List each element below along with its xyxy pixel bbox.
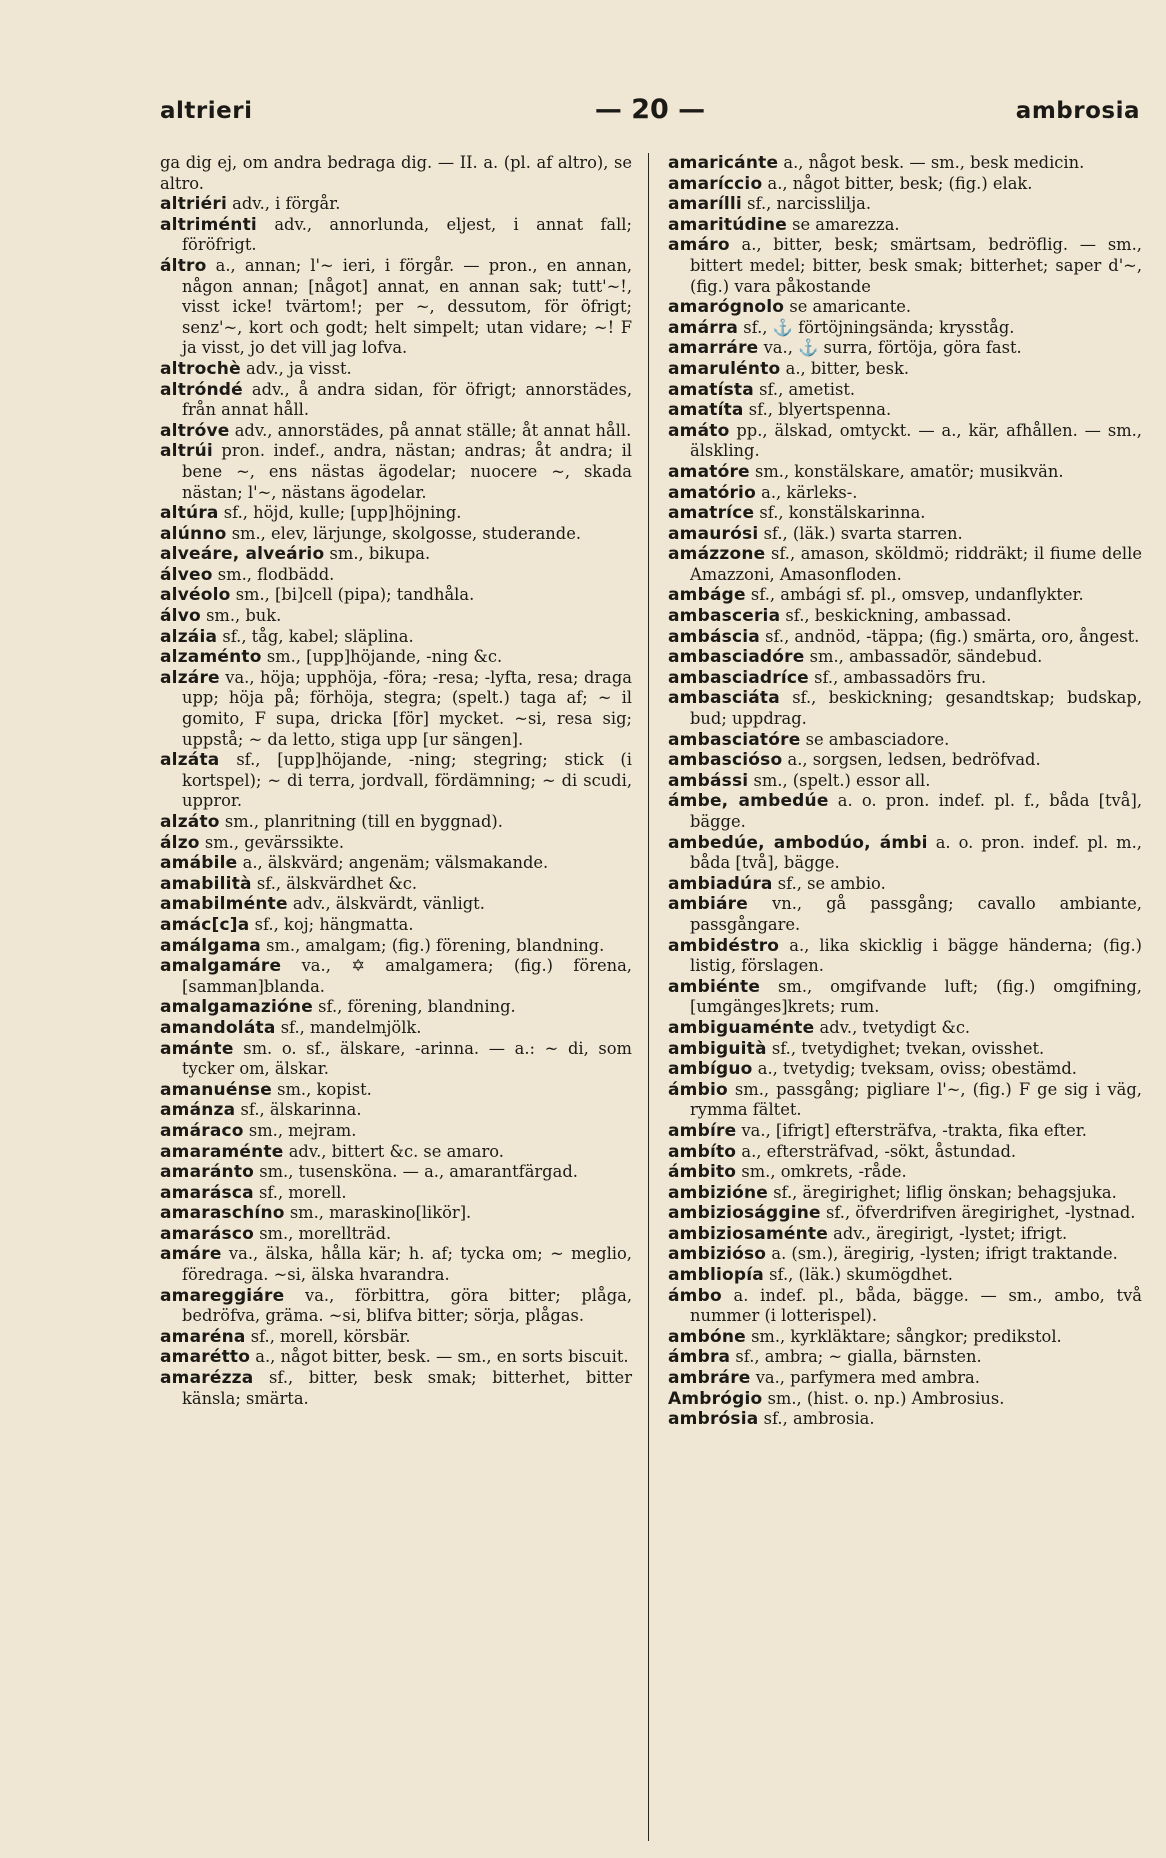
entry-headword: ambíto [668,1141,737,1162]
dictionary-entry [668,894,1142,935]
entry-headword: ambráre [668,1368,751,1389]
entry-headword: amálgama [160,935,261,956]
entry-definition: sf., morell, körsbär. [250,1326,411,1346]
entry-definition: sm., amalgam; (fig.) förening, blandning. [266,935,605,955]
dictionary-entry [160,936,632,957]
entry-headword: amarógnolo [668,297,785,318]
entry-definition: se amarezza. [792,214,900,234]
dictionary-entry [160,606,632,627]
entry-definition: sm., morellträd. [259,1223,392,1243]
dictionary-entry [668,791,1142,832]
entry-headword: amaránto [160,1162,255,1183]
entry-definition: pron. indef., andra, nästan; andras; åt andra; il bene ~, ens nästas ägodelar; nuocere ~, skada nästan; l'~, nästans ägodelar. [182,441,632,502]
dictionary-entry [668,318,1142,339]
entry-definition: sf., amason, sköldmö; riddräkt; il fiume delle Amazzoni, Amasonfloden. [690,544,1142,584]
entry-definition: sf., ametist. [759,379,856,399]
dictionary-entry [668,977,1142,1018]
entry-definition: sm., ambassadör, sändebud. [809,647,1043,667]
dictionary-entry [668,874,1142,895]
entry-headword: amábile [160,853,238,874]
entry-headword: alzáto [160,812,220,832]
entry-definition: sm., elev, lärjunge, skolgosse, studerande. [231,523,582,543]
entry-headword: alzaménto [160,647,262,668]
entry-definition: sf., äregirighet; liflig önskan; behagsjuka. [773,1182,1117,1202]
dictionary-entry [668,400,1142,421]
entry-headword: amatório [668,482,756,503]
entry-definition: sm., (hist. o. np.) Ambrosius. [767,1388,1005,1408]
dictionary-entry [668,297,1142,318]
entry-definition: sf., blyertspenna. [748,400,892,420]
entry-headword: amaríccio [668,173,763,194]
dictionary-entry [668,544,1142,585]
entry-definition: a., kärleks-. [761,482,858,502]
dictionary-entry [668,1224,1142,1245]
entry-definition: va., förbittra, göra bitter; plåga, bedröfva, gräma. ~si, blifva bitter; sörja, plågas. [182,1285,633,1326]
entry-headword: ambiziosaménte [668,1223,828,1244]
entry-headword: altrochè [160,358,241,379]
dictionary-entry [160,1080,632,1101]
dictionary-entry [160,853,632,874]
entry-headword: altróndé [160,379,243,400]
header-first-word: altrieri [160,98,253,124]
entry-definition: sf., beskickning, ambassad. [785,606,1012,626]
entry-definition: a., annan; l'~ ieri, i förgår. — pron., en annan, någon annan; [något] annat, en annan sak; tutt'~!, visst icke! tvärtom!; per ~, dessutom, för öfrigt; senz'~, kort och godt; helt simpelt; utan vidare; ~! F ja visst, jo det vill jag lofva. [182,255,632,358]
entry-headword: ámbito [668,1162,737,1183]
dictionary-entry [160,585,632,606]
entry-headword: amarráre [668,338,759,359]
entry-headword: ámbra [668,1347,731,1368]
dictionary-entry [668,359,1142,380]
entry-headword: ambiguità [668,1038,767,1059]
entry-definition: a. o. pron. indef. pl. m., båda [två], bägge. [690,832,1142,873]
entry-definition: sf., koj; hängmatta. [254,914,414,934]
dictionary-entry [668,647,1142,668]
entry-definition: sf., narcisslilja. [747,194,872,214]
entry-headword: amaraschíno [160,1203,285,1224]
dictionary-entry [668,688,1142,729]
dictionary-entry [668,1142,1142,1163]
dictionary-entry [160,1286,632,1327]
dictionary-entry [160,503,632,524]
dictionary-entry [668,730,1142,751]
entry-headword: amárra [668,317,739,338]
entry-headword: amáro [668,235,730,256]
dictionary-entry [160,421,632,442]
entry-headword: álvo [160,606,201,627]
entry-headword: amabilménte [160,894,288,915]
entry-headword: amaréna [160,1326,246,1347]
entry-headword: amalgamazióne [160,997,313,1018]
entry-headword: ambliopía [668,1265,764,1286]
dictionary-entry [160,1100,632,1121]
dictionary-entry [160,956,632,997]
entry-definition: vn., gå passgång; cavallo ambiante, passgångare. [690,894,1142,934]
entry-definition: sm., omgifvande luft; (fig.) omgifning, [umgänges]krets; rum. [690,976,1142,1017]
dictionary-entry [668,153,1142,174]
entry-headword: álveo [160,564,213,585]
entry-definition: sf., (läk.) skumögdhet. [769,1265,953,1285]
entry-headword: amanuénse [160,1079,272,1100]
entry-headword: ambíguo [668,1059,753,1080]
entry-definition: adv., annorstädes, på annat ställe; åt annat håll. [234,420,632,440]
entry-definition: sf., konstälskarinna. [759,503,926,523]
entry-headword: amarétto [160,1347,251,1368]
dictionary-entry [668,1327,1142,1348]
entry-headword: amázzone [668,544,766,565]
dictionary-entry [160,1244,632,1285]
entry-definition: a. o. pron. indef. pl. f., båda [två], bägge. [690,791,1142,831]
entry-headword: altrúi [160,441,213,462]
dictionary-entry [160,812,632,833]
dictionary-entry [160,1224,632,1245]
entry-headword: amandoláta [160,1017,276,1038]
entry-definition: sm., flodbädd. [217,564,335,584]
dictionary-entry [668,524,1142,545]
entry-headword: ambrósia [668,1409,759,1430]
dictionary-entry [160,524,632,545]
entry-headword: ambíre [668,1120,737,1141]
entry-headword: alzáia [160,626,218,647]
entry-definition: sf., (läk.) svarta starren. [763,523,963,543]
entry-headword: amarásca [160,1182,254,1203]
dictionary-entry [668,483,1142,504]
entry-definition: a., lika skicklig i bägge händerna; (fig.) listig, förslagen. [690,935,1142,976]
entry-headword: ambasceria [668,606,781,627]
dictionary-entry [160,668,632,750]
entry-definition: a., eftersträfvad, -sökt, åstundad. [741,1141,1017,1161]
entry-headword: álzo [160,832,200,853]
entry-definition: a., älskvärd; angenäm; välsmakande. [242,853,549,873]
entry-definition: a., tvetydig; tveksam, oviss; obestämd. [757,1059,1077,1079]
entry-definition: sf., tvetydighet; tvekan, ovisshet. [771,1038,1045,1058]
entry-definition: sf., ambassadörs fru. [814,667,987,687]
page-header [160,94,1140,128]
entry-headword: alveáre, alveário [160,544,325,565]
dictionary-entry [668,338,1142,359]
entry-definition: sm., kopist. [277,1079,372,1099]
entry-headword: ambasciáta [668,688,780,709]
entry-definition: sf., ambági sf. pl., omsvep, undanflykter. [750,585,1084,605]
entry-headword: amaritúdine [668,214,787,235]
entry-definition: sf., ambrosia. [763,1409,875,1429]
dictionary-entry [160,1183,632,1204]
entry-headword: amánte [160,1038,234,1059]
dictionary-entry [160,833,632,854]
dictionary-entry [160,1018,632,1039]
entry-definition: sf., höjd, kulle; [upp]höjning. [223,503,462,523]
header-last-word: ambrosia [1015,98,1140,124]
entry-definition: a. (sm.), äregirig, -lysten; ifrigt traktande. [771,1244,1118,1264]
entry-headword: ambizióne [668,1182,769,1203]
entry-headword: alzáta [160,750,220,771]
entry-headword: ambáge [668,585,746,606]
entry-headword: ámbe, ambedúe [668,791,829,812]
entry-headword: ambedúe, ambodúo, ámbi [668,832,928,853]
dictionary-entry [668,833,1142,874]
dictionary-entry [160,1327,632,1348]
right-column [668,153,1142,1430]
entry-definition: va., ✡ amalgamera; (fig.) förena, [samman]blanda. [182,956,632,996]
entry-definition: sf., [upp]höjande, -ning; stegring; stick (i kortspel); ~ di terra, jordvall, fördämning; ~ di scudi, uppror. [182,750,632,811]
entry-definition: adv., äregirigt, -lystet; ifrigt. [833,1223,1068,1243]
entry-headword: amarulénto [668,358,781,379]
entry-headword: ambizióso [668,1244,767,1265]
entry-definition: sm., kyrkläktare; sångkor; predikstol. [751,1326,1062,1346]
entry-headword: amalgamáre [160,956,282,977]
dictionary-entry [668,750,1142,771]
dictionary-entry [668,1265,1142,1286]
dictionary-entry [668,1389,1142,1410]
entry-definition: adv., älskvärdt, vänligt. [292,894,485,914]
dictionary-entry [668,1244,1142,1265]
entry-definition: sm., passgång; pigliare l'~, (fig.) F ge sig i väg, rymma fältet. [690,1079,1142,1120]
entry-headword: amaurósi [668,523,759,544]
entry-definition: va., parfymera med ambra. [755,1368,980,1388]
entry-headword: amánza [160,1100,236,1121]
dictionary-entry [668,1121,1142,1142]
entry-headword: amarílli [668,194,742,215]
entry-headword: áltro [160,255,207,276]
entry-headword: amabilità [160,873,252,894]
entry-headword: alúnno [160,523,227,544]
left-column [160,153,632,1409]
entry-definition: sf., tåg, kabel; släplina. [222,626,414,646]
dictionary-entry [668,1080,1142,1121]
entry-headword: amarásco [160,1223,254,1244]
entry-headword: amatríce [668,503,755,524]
entry-headword: ambasciatóre [668,729,801,750]
entry-definition: a., något besk. — sm., besk medicin. [783,153,1085,172]
dictionary-entry [160,1039,632,1080]
dictionary-entry [160,915,632,936]
entry-definition: sm. o. sf., älskare, -arinna. — a.: ~ di, som tycker om, älskar. [182,1038,632,1079]
entry-definition: a., bitter, besk. [785,358,909,378]
dictionary-entry [668,1059,1142,1080]
entry-definition: sm., tusensköna. — a., amarantfärgad. [259,1162,578,1182]
dictionary-entry [160,894,632,915]
dictionary-entry [668,627,1142,648]
dictionary-entry [160,1347,632,1368]
dictionary-entry [668,215,1142,236]
dictionary-entry [160,1121,632,1142]
entry-headword: ambiguaménte [668,1017,815,1038]
entry-definition: adv., i förgår. [232,194,341,214]
entry-headword: ambáscia [668,626,760,647]
entry-headword: amareggiáre [160,1285,285,1306]
dictionary-entry [668,771,1142,792]
entry-headword: ambasciadóre [668,647,805,668]
dictionary-entry [668,380,1142,401]
dictionary-entry [160,627,632,648]
dictionary-entry [160,1203,632,1224]
entry-headword: ambasciadríce [668,667,809,688]
entry-headword: ambascióso [668,750,783,771]
entry-headword: amatíta [668,400,744,421]
entry-definition: va., älska, hålla kär; h. af; tycka om; ~ meglio, föredraga. ~si, älska hvarandra. [182,1244,632,1285]
entry-definition: adv., tvetydigt &c. [819,1017,971,1037]
entry-headword: amáto [668,420,730,441]
entry-definition: va., höja; upphöja, -föra; -resa; -lyfta, resa; draga upp; höja på; förhöja, stegra; (spelt.) taga af; ~ il gomito, F supa, dricka [för] mycket. ~si, resa sig; uppstå; ~ da letto, stiga upp [ur sängen]. [182,667,632,749]
entry-definition: sm., (spelt.) essor all. [753,770,931,790]
entry-headword: altúra [160,503,219,524]
entry-headword: ambiáre [668,894,748,915]
entry-headword: amác[c]a [160,914,250,935]
dictionary-entry [668,936,1142,977]
dictionary-entry [160,153,632,194]
entry-definition: sm., maraskino[likör]. [289,1203,472,1223]
entry-headword: ambiénte [668,976,761,997]
entry-definition: sf., öfverdrifven äregirighet, -lystnad. [825,1203,1136,1223]
entry-definition: a., något bitter, besk. — sm., en sorts biscuit. [255,1347,629,1367]
dictionary-entry [160,359,632,380]
entry-definition: se ambasciadore. [805,729,950,749]
entry-headword: amaraménte [160,1141,284,1162]
entry-definition: sm., bikupa. [329,544,431,564]
entry-definition: sf., mandelmjölk. [280,1017,422,1037]
dictionary-entry [160,194,632,215]
dictionary-entry [668,1203,1142,1224]
dictionary-entry [668,235,1142,297]
dictionary-entry [160,215,632,256]
page-number: — 20 — [594,94,706,125]
entry-definition: sf., se ambio. [777,873,886,893]
entry-definition: va., [ifrigt] eftersträfva, -trakta, fika efter. [741,1120,1087,1140]
entry-headword: ambássi [668,770,749,791]
dictionary-entry [668,585,1142,606]
entry-headword: altriménti [160,214,257,235]
dictionary-entry [160,750,632,812]
entry-definition: va., ⚓ surra, förtöja, göra fast. [763,338,1022,358]
entry-definition: sm., planritning (till en byggnad). [224,812,503,831]
entry-definition: sf., ambra; ~ gialla, bärnsten. [735,1347,982,1367]
entry-definition: sf., förening, blandning. [318,997,516,1017]
entry-headword: ámbio [668,1079,728,1100]
dictionary-entry [668,421,1142,462]
dictionary-entry [668,1162,1142,1183]
entry-headword: ambiadúra [668,873,773,894]
dictionary-entry [668,1286,1142,1327]
entry-definition: a., sorgsen, ledsen, bedröfvad. [787,750,1041,770]
dictionary-entry [668,1018,1142,1039]
entry-definition: sm., mejram. [248,1120,357,1140]
entry-headword: Ambrógio [668,1388,763,1409]
dictionary-entry [668,1039,1142,1060]
entry-definition: adv., bittert &c. se amaro. [288,1141,504,1161]
dictionary-entry [160,565,632,586]
dictionary-entry [160,441,632,503]
entry-headword: amáraco [160,1120,244,1141]
entry-definition: sf., morell. [258,1182,347,1202]
entry-definition: adv., annorlunda, eljest, i annat fall; föröfrigt. [182,214,632,255]
entry-definition: adv., ja visst. [246,358,352,378]
entry-definition: a. indef. pl., båda, bägge. — sm., ambo, två nummer (i lotterispel). [690,1285,1142,1326]
entry-headword: altróve [160,420,230,441]
dictionary-entry [668,194,1142,215]
dictionary-entry [668,1409,1142,1430]
entry-definition: sm., omkrets, -råde. [741,1162,907,1182]
entry-definition: sm., konstälskare, amatör; musikvän. [754,461,1064,481]
entry-definition: sm., gevärssikte. [204,832,345,852]
entry-headword: ambidéstro [668,935,780,956]
dictionary-entry [160,874,632,895]
entry-definition: sf., ⚓ förtöjningsända; krysståg. [743,317,1015,337]
dictionary-entry [160,544,632,565]
entry-headword: amatóre [668,461,750,482]
entry-headword: altriéri [160,194,227,215]
dictionary-entry [160,997,632,1018]
entry-definition: sf., bitter, besk smak; bitterhet, bitter känsla; smärta. [182,1368,632,1408]
entry-definition: pp., älskad, omtyckt. — a., kär, afhållen. — sm., älskling. [690,420,1142,461]
dictionary-entry [668,462,1142,483]
entry-headword: alzáre [160,667,220,688]
dictionary-entry [160,380,632,421]
dictionary-entry [668,1183,1142,1204]
dictionary-entry [668,668,1142,689]
column-divider [648,153,649,1841]
entry-headword: ambóne [668,1326,746,1347]
entry-definition: sm., [bi]cell (pipa); tandhåla. [235,585,475,605]
dictionary-entry [160,1162,632,1183]
entry-headword: alvéolo [160,585,231,606]
entry-definition: a., något bitter, besk; (fig.) elak. [767,173,1033,193]
entry-headword: amarézza [160,1368,254,1389]
dictionary-entry [160,647,632,668]
entry-definition: sf., älskvärdhet &c. [256,873,418,893]
dictionary-entry [160,256,632,359]
entry-definition: se amaricante. [789,297,912,317]
entry-headword: ambiziosággine [668,1203,821,1224]
dictionary-entry [668,1368,1142,1389]
entry-definition: sf., beskickning; gesandtskap; budskap, bud; uppdrag. [690,688,1142,729]
entry-headword: amatísta [668,379,754,400]
dictionary-entry [668,1347,1142,1368]
dictionary-entry [668,606,1142,627]
entry-headword: ámbo [668,1285,722,1306]
entry-definition: adv., å andra sidan, för öfrigt; annorstädes, från annat håll. [182,379,632,420]
dictionary-entry [160,1142,632,1163]
dictionary-entry [668,174,1142,195]
entry-headword: amáre [160,1244,222,1265]
dictionary-entry [668,503,1142,524]
entry-definition: ga dig ej, om andra bedraga dig. — II. a. (pl. af altro), se altro. [160,153,632,193]
dictionary-entry [160,1368,632,1409]
entry-definition: a., bitter, besk; smärtsam, bedröflig. — sm., bittert medel; bitter, besk smak; bitterhet; saper d'~, (fig.) vara påkostande [690,235,1142,296]
entry-headword: amaricánte [668,153,779,173]
entry-definition: sf., älskarinna. [240,1100,362,1120]
entry-definition: sm., buk. [206,606,282,626]
entry-definition: sf., andnöd, -täppa; (fig.) smärta, oro, ångest. [765,626,1140,646]
entry-definition: sm., [upp]höjande, -ning &c. [266,647,503,667]
